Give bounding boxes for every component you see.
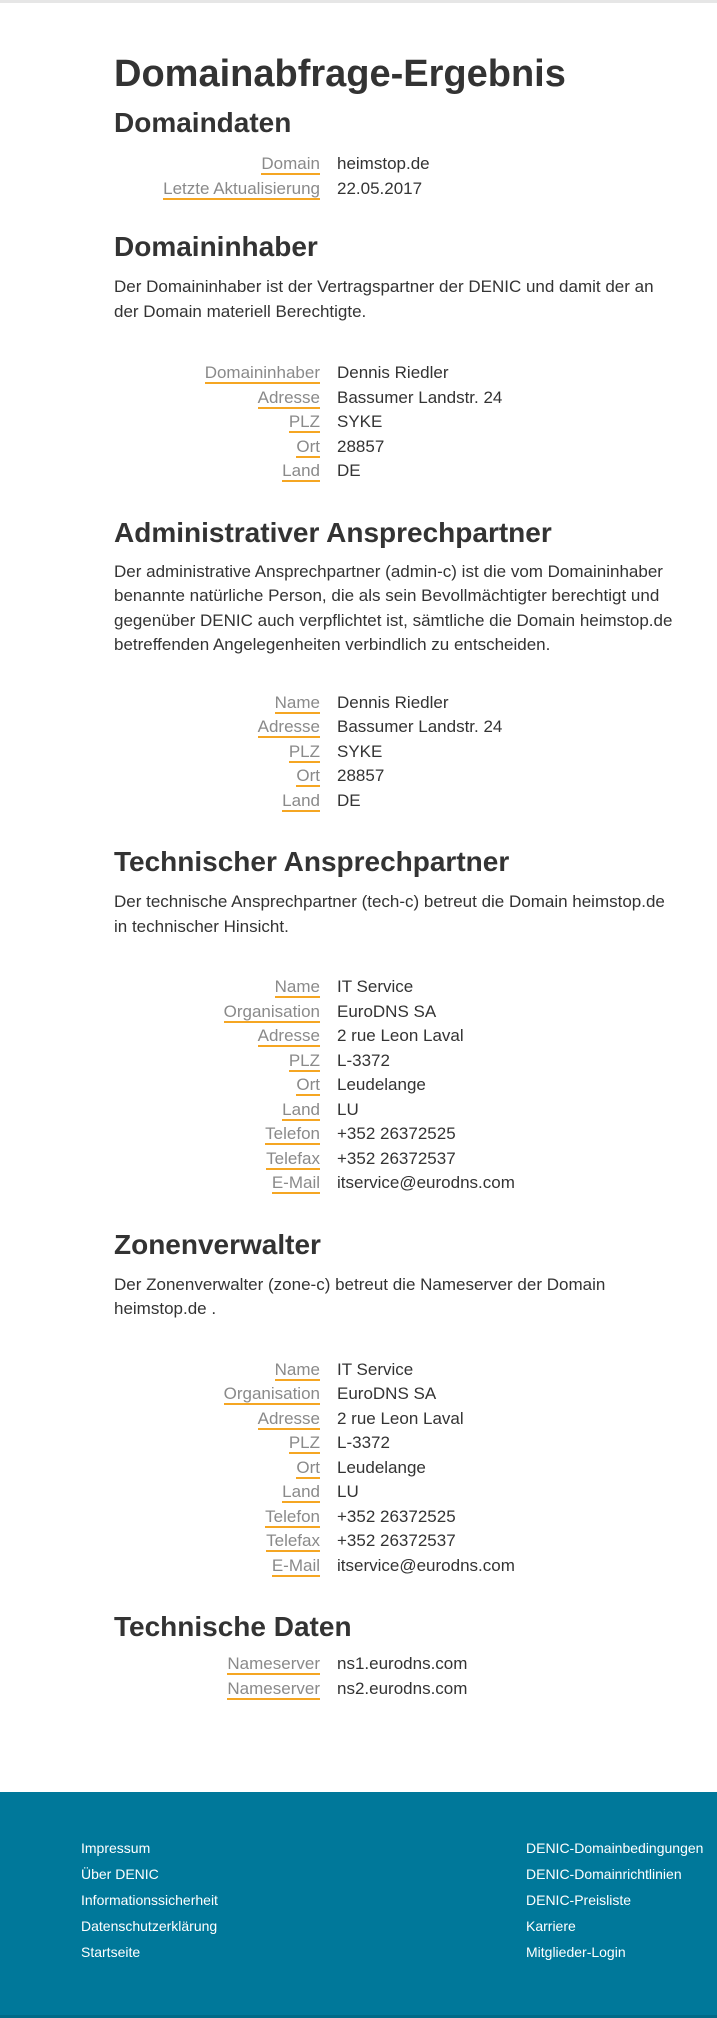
kv-list-technische-daten [114,1652,677,1701]
section-title-zone-c: Zonenverwalter [114,1228,321,1260]
kv-label: Nameserver [227,1678,320,1698]
kv-list-tech-c [114,975,677,1196]
section-title-admin-c: Administrativer Ansprechpartner [114,516,552,548]
kv-value: Dennis Riedler [337,363,449,382]
kv-value: Leudelange [337,1075,426,1094]
kv-value: +352 26372537 [337,1531,456,1550]
section-admin-c [114,516,677,814]
kv-label: PLZ [288,412,320,431]
main-content [0,3,717,1701]
kv-value: Leudelange [337,1457,426,1477]
kv-list-admin-c [114,691,677,814]
kv-value: +352 26372537 [337,1148,456,1168]
kv-label: Ort [296,1075,320,1094]
kv-label: Adresse [257,717,320,736]
kv-value: SYKE [337,741,383,761]
section-zone-c [114,1228,677,1579]
kv-label: Land [282,790,320,810]
kv-label: Ort [296,436,320,456]
page-title: Domainabfrage-Ergebnis [114,53,566,95]
kv-value: LU [337,1099,359,1119]
kv-value: DE [337,461,361,480]
kv-value: itservice@eurodns.com [337,1173,515,1192]
kv-label: Telefax [266,1148,320,1168]
footer-links-left [81,1835,218,1965]
kv-label: Land [282,461,320,480]
kv-value: +352 26372525 [337,1124,456,1143]
footer-link-datenschutzerklaerung[interactable]: Datenschutzerklärung [81,1918,218,1934]
kv-value: 2 rue Leon Laval [337,1408,464,1428]
footer-link-mitglieder-login[interactable]: Mitglieder-Login [526,1944,626,1960]
section-description: Der technische Ansprechpartner (tech-c) betreut die Domain heimstop.de in technischer Hinsicht. [114,892,665,936]
section-technische-daten [114,1610,677,1701]
section-title-domaininhaber: Domaininhaber [114,231,318,262]
section-description: Der Domaininhaber ist der Vertragspartner der DENIC und damit der an der Domain materiell Berechtigte. [114,277,654,321]
kv-label: Organisation [223,1384,320,1403]
kv-label: PLZ [288,1433,320,1452]
kv-value: IT Service [337,977,414,996]
kv-label: Adresse [257,387,320,407]
kv-value: Bassumer Landstr. 24 [337,717,503,736]
kv-label: Name [274,977,320,996]
footer-link-ueber-denic[interactable]: Über DENIC [81,1866,159,1882]
kv-value: +352 26372525 [337,1506,456,1526]
kv-value: LU [337,1482,359,1501]
kv-label: Land [282,1099,320,1119]
kv-value: 28857 [337,436,385,456]
kv-label: Telefon [265,1506,320,1526]
kv-label: Domaininhaber [204,363,320,382]
kv-value: L-3372 [337,1050,390,1070]
kv-label: Land [282,1482,320,1501]
kv-label: Nameserver [227,1654,320,1673]
footer-link-preisliste[interactable]: DENIC-Preisliste [526,1892,632,1908]
kv-value: 22.05.2017 [337,178,423,198]
kv-label: Name [274,1359,320,1379]
footer-link-domainrichtlinien[interactable]: DENIC-Domainrichtlinien [526,1866,682,1882]
kv-label: PLZ [288,741,320,761]
kv-value: L-3372 [337,1433,390,1452]
kv-label: Name [274,692,320,712]
kv-label: Letzte Aktualisierung [163,178,320,198]
kv-list-domaindaten [114,152,677,201]
kv-value: Dennis Riedler [337,692,449,712]
kv-value: itservice@eurodns.com [337,1555,515,1575]
kv-label: E-Mail [271,1555,320,1575]
kv-value: SYKE [337,412,383,431]
kv-value: 28857 [337,766,385,785]
section-title-domaindaten: Domaindaten [114,107,292,138]
section-domaininhaber [114,230,677,484]
kv-value: ns1.eurodns.com [337,1654,468,1673]
footer-links-right [526,1835,703,1965]
section-title-technische-daten: Technische Daten [114,1611,352,1642]
kv-value: EuroDNS SA [337,1001,437,1021]
kv-label: Ort [296,1457,320,1477]
kv-value: heimstop.de [337,154,430,173]
kv-list-zone-c [114,1358,677,1579]
section-domaindaten [114,106,677,201]
footer-link-startseite[interactable]: Startseite [81,1944,141,1960]
kv-label: Ort [296,766,320,785]
kv-value: DE [337,790,361,810]
kv-value: IT Service [337,1359,414,1379]
site-footer [0,1792,717,2018]
kv-label: PLZ [288,1050,320,1070]
kv-label: Telefon [265,1124,320,1143]
section-description: Der Zonenverwalter (zone-c) betreut die Nameserver der Domain heimstop.de . [114,1274,606,1318]
kv-list-domaininhaber [114,361,677,484]
kv-label: Adresse [257,1026,320,1045]
footer-link-impressum[interactable]: Impressum [81,1840,151,1856]
kv-label: E-Mail [271,1173,320,1192]
kv-value: Bassumer Landstr. 24 [337,387,503,407]
kv-value: ns2.eurodns.com [337,1678,468,1698]
kv-label: Telefax [266,1531,320,1550]
footer-link-domainbedingungen[interactable]: DENIC-Domainbedingungen [526,1840,704,1856]
section-tech-c [114,845,677,1196]
kv-label: Adresse [257,1408,320,1428]
kv-label: Domain [261,154,320,173]
footer-link-informationssicherheit[interactable]: Informationssicherheit [81,1892,218,1908]
section-description: Der administrative Ansprechpartner (admin-c) ist die vom Domaininhaber benannte natürliche Person, die als sein Bevollmächtigter berechtigt und gegenüber DENIC auch verpflichtet ist, sämtliche die Domain heimstop.de betreffenden Angelegenheiten verbindlich zu entscheiden. [114,561,673,654]
kv-value: 2 rue Leon Laval [337,1026,464,1045]
footer-link-karriere[interactable]: Karriere [526,1918,576,1934]
section-title-tech-c: Technischer Ansprechpartner [114,846,510,877]
kv-value: EuroDNS SA [337,1384,437,1403]
kv-label: Organisation [223,1001,320,1021]
